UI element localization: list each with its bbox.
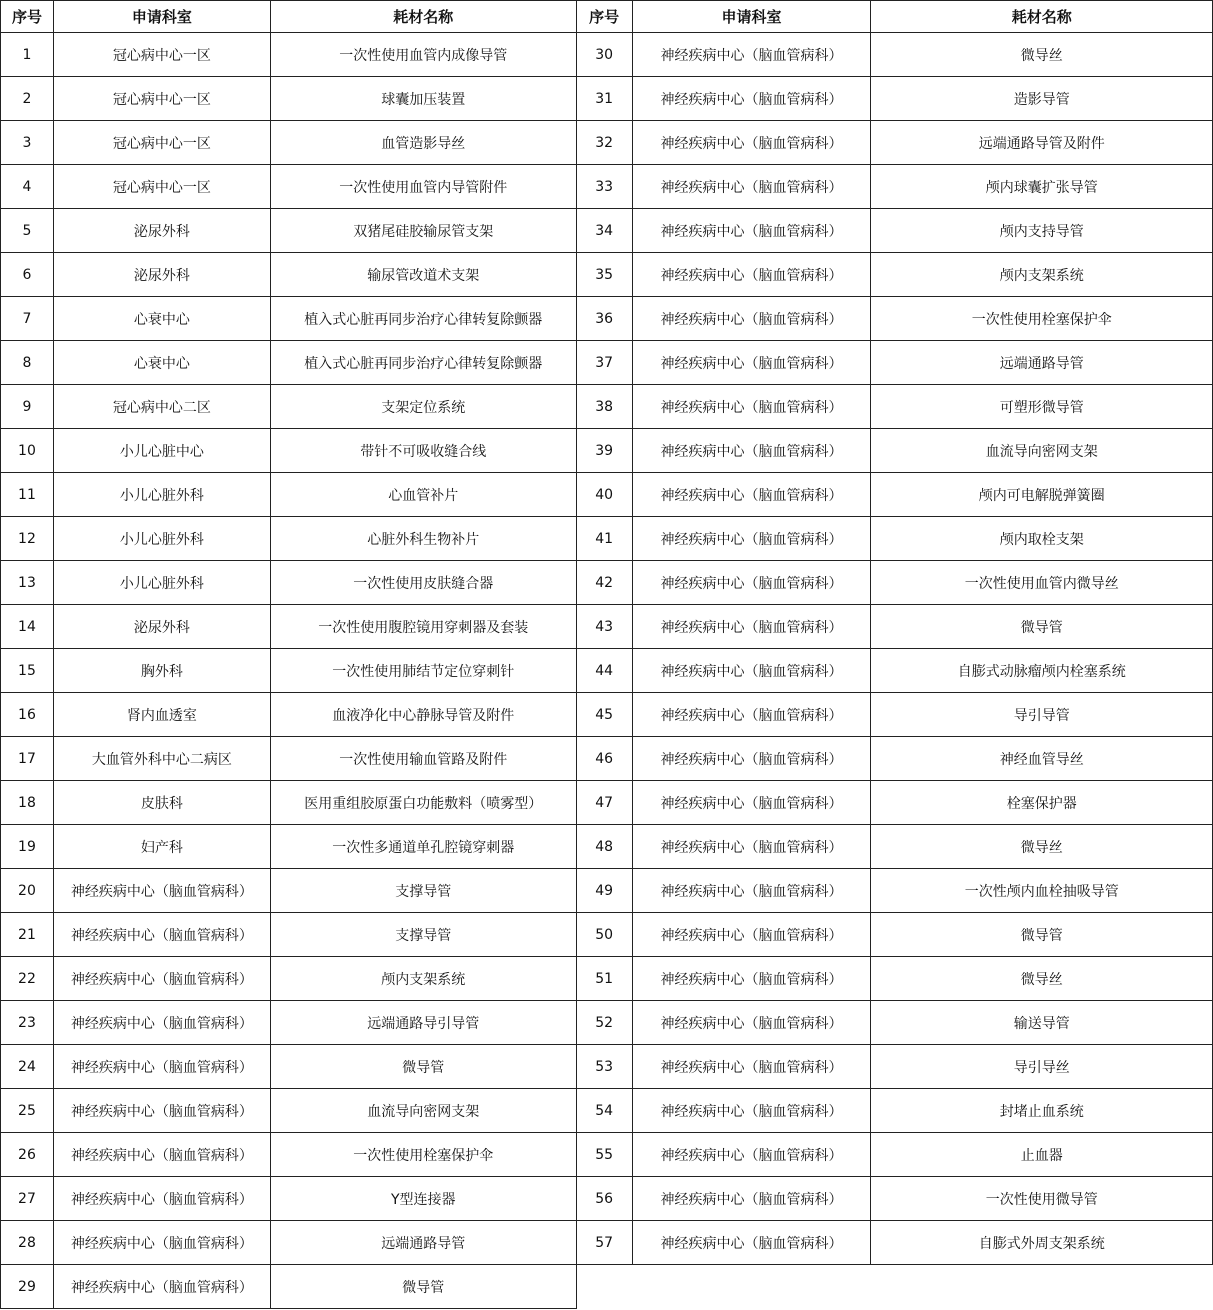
cell-no: 7 <box>1 297 54 341</box>
cell-dept: 神经疾病中心（脑血管病科） <box>632 781 871 825</box>
cell-dept: 神经疾病中心（脑血管病科） <box>632 913 871 957</box>
cell-no: 10 <box>1 429 54 473</box>
cell-dept: 神经疾病中心（脑血管病科） <box>632 297 871 341</box>
cell-no: 37 <box>576 341 632 385</box>
cell-dept: 神经疾病中心（脑血管病科） <box>632 473 871 517</box>
cell-no: 26 <box>1 1133 54 1177</box>
cell-item: 微导管 <box>871 913 1213 957</box>
cell-dept: 妇产科 <box>53 825 270 869</box>
empty-cell <box>871 1265 1213 1309</box>
table-row <box>1 1001 1213 1045</box>
cell-item: 植入式心脏再同步治疗心律转复除颤器 <box>270 297 576 341</box>
cell-dept: 皮肤科 <box>53 781 270 825</box>
cell-item: 血流导向密网支架 <box>270 1089 576 1133</box>
cell-dept: 小儿心脏外科 <box>53 473 270 517</box>
cell-item: 一次性多通道单孔腔镜穿刺器 <box>270 825 576 869</box>
cell-no: 13 <box>1 561 54 605</box>
cell-no: 33 <box>576 165 632 209</box>
cell-item: 一次性使用血管内成像导管 <box>270 33 576 77</box>
table-row <box>1 737 1213 781</box>
cell-item: 血液净化中心静脉导管及附件 <box>270 693 576 737</box>
cell-dept: 神经疾病中心（脑血管病科） <box>632 693 871 737</box>
cell-item: 颅内支持导管 <box>871 209 1213 253</box>
cell-item: 微导管 <box>270 1265 576 1309</box>
header-dept: 申请科室 <box>53 1 270 33</box>
cell-no: 14 <box>1 605 54 649</box>
cell-item: Y型连接器 <box>270 1177 576 1221</box>
table-row <box>1 913 1213 957</box>
cell-dept: 冠心病中心一区 <box>53 121 270 165</box>
cell-item: 一次性使用栓塞保护伞 <box>871 297 1213 341</box>
cell-item: 心血管补片 <box>270 473 576 517</box>
cell-item: 颅内取栓支架 <box>871 517 1213 561</box>
cell-item: 远端通路导管 <box>871 341 1213 385</box>
table-row <box>1 957 1213 1001</box>
cell-item: 神经血管导丝 <box>871 737 1213 781</box>
cell-dept: 神经疾病中心（脑血管病科） <box>53 1221 270 1265</box>
cell-item: 双猪尾硅胶输尿管支架 <box>270 209 576 253</box>
table-row <box>1 693 1213 737</box>
cell-dept: 神经疾病中心（脑血管病科） <box>632 517 871 561</box>
cell-no: 43 <box>576 605 632 649</box>
cell-no: 32 <box>576 121 632 165</box>
cell-item: 带针不可吸收缝合线 <box>270 429 576 473</box>
cell-dept: 冠心病中心二区 <box>53 385 270 429</box>
cell-dept: 神经疾病中心（脑血管病科） <box>632 429 871 473</box>
cell-item: 血管造影导丝 <box>270 121 576 165</box>
cell-item: 支撑导管 <box>270 913 576 957</box>
cell-no: 12 <box>1 517 54 561</box>
cell-item: 微导管 <box>270 1045 576 1089</box>
table-row <box>1 429 1213 473</box>
cell-no: 45 <box>576 693 632 737</box>
cell-dept: 神经疾病中心（脑血管病科） <box>632 77 871 121</box>
cell-no: 18 <box>1 781 54 825</box>
cell-dept: 神经疾病中心（脑血管病科） <box>632 561 871 605</box>
table-row <box>1 1221 1213 1265</box>
cell-no: 53 <box>576 1045 632 1089</box>
cell-no: 44 <box>576 649 632 693</box>
cell-no: 47 <box>576 781 632 825</box>
cell-dept: 神经疾病中心（脑血管病科） <box>53 869 270 913</box>
cell-dept: 神经疾病中心（脑血管病科） <box>632 605 871 649</box>
cell-no: 15 <box>1 649 54 693</box>
cell-item: 一次性使用微导管 <box>871 1177 1213 1221</box>
cell-no: 20 <box>1 869 54 913</box>
cell-item: 微导丝 <box>871 957 1213 1001</box>
cell-no: 27 <box>1 1177 54 1221</box>
cell-item: 一次性颅内血栓抽吸导管 <box>871 869 1213 913</box>
cell-no: 30 <box>576 33 632 77</box>
cell-item: 颅内支架系统 <box>270 957 576 1001</box>
cell-item: 自膨式外周支架系统 <box>871 1221 1213 1265</box>
cell-no: 39 <box>576 429 632 473</box>
cell-dept: 心衰中心 <box>53 341 270 385</box>
table-row <box>1 1045 1213 1089</box>
table-row <box>1 33 1213 77</box>
cell-no: 29 <box>1 1265 54 1309</box>
cell-dept: 神经疾病中心（脑血管病科） <box>632 121 871 165</box>
cell-no: 28 <box>1 1221 54 1265</box>
cell-item: 自膨式动脉瘤颅内栓塞系统 <box>871 649 1213 693</box>
cell-dept: 神经疾病中心（脑血管病科） <box>53 1177 270 1221</box>
cell-dept: 神经疾病中心（脑血管病科） <box>632 869 871 913</box>
cell-no: 38 <box>576 385 632 429</box>
cell-dept: 神经疾病中心（脑血管病科） <box>632 165 871 209</box>
cell-no: 19 <box>1 825 54 869</box>
cell-item: 心脏外科生物补片 <box>270 517 576 561</box>
cell-no: 54 <box>576 1089 632 1133</box>
cell-dept: 神经疾病中心（脑血管病科） <box>632 385 871 429</box>
cell-no: 4 <box>1 165 54 209</box>
cell-no: 48 <box>576 825 632 869</box>
cell-dept: 神经疾病中心（脑血管病科） <box>632 341 871 385</box>
empty-cell <box>632 1265 871 1309</box>
cell-dept: 神经疾病中心（脑血管病科） <box>632 825 871 869</box>
cell-item: 球囊加压装置 <box>270 77 576 121</box>
cell-no: 2 <box>1 77 54 121</box>
cell-item: 栓塞保护器 <box>871 781 1213 825</box>
cell-item: 可塑形微导管 <box>871 385 1213 429</box>
cell-no: 35 <box>576 253 632 297</box>
cell-dept: 神经疾病中心（脑血管病科） <box>53 1133 270 1177</box>
cell-dept: 冠心病中心一区 <box>53 77 270 121</box>
cell-item: 颅内可电解脱弹簧圈 <box>871 473 1213 517</box>
cell-dept: 神经疾病中心（脑血管病科） <box>53 957 270 1001</box>
table-row <box>1 517 1213 561</box>
cell-item: 支撑导管 <box>270 869 576 913</box>
cell-no: 5 <box>1 209 54 253</box>
cell-item: 止血器 <box>871 1133 1213 1177</box>
cell-dept: 小儿心脏中心 <box>53 429 270 473</box>
cell-dept: 泌尿外科 <box>53 605 270 649</box>
table-row <box>1 385 1213 429</box>
cell-dept: 神经疾病中心（脑血管病科） <box>53 1001 270 1045</box>
cell-dept: 神经疾病中心（脑血管病科） <box>632 649 871 693</box>
cell-dept: 神经疾病中心（脑血管病科） <box>632 1045 871 1089</box>
cell-dept: 神经疾病中心（脑血管病科） <box>632 33 871 77</box>
cell-no: 3 <box>1 121 54 165</box>
cell-no: 17 <box>1 737 54 781</box>
cell-no: 40 <box>576 473 632 517</box>
cell-item: 微导丝 <box>871 825 1213 869</box>
table-row <box>1 605 1213 649</box>
cell-item: 封堵止血系统 <box>871 1089 1213 1133</box>
header-row <box>1 1 1213 33</box>
cell-dept: 神经疾病中心（脑血管病科） <box>632 737 871 781</box>
cell-dept: 神经疾病中心（脑血管病科） <box>53 1089 270 1133</box>
header-dept: 申请科室 <box>632 1 871 33</box>
cell-item: 支架定位系统 <box>270 385 576 429</box>
cell-no: 52 <box>576 1001 632 1045</box>
table-row <box>1 253 1213 297</box>
table-body <box>1 33 1213 1309</box>
header-item: 耗材名称 <box>871 1 1213 33</box>
cell-dept: 肾内血透室 <box>53 693 270 737</box>
cell-item: 造影导管 <box>871 77 1213 121</box>
cell-item: 输送导管 <box>871 1001 1213 1045</box>
table-row <box>1 77 1213 121</box>
cell-item: 一次性使用栓塞保护伞 <box>270 1133 576 1177</box>
cell-item: 一次性使用腹腔镜用穿刺器及套装 <box>270 605 576 649</box>
cell-no: 51 <box>576 957 632 1001</box>
cell-no: 46 <box>576 737 632 781</box>
cell-no: 22 <box>1 957 54 1001</box>
table-row <box>1 1265 1213 1309</box>
cell-item: 输尿管改道术支架 <box>270 253 576 297</box>
table-row <box>1 1133 1213 1177</box>
cell-item: 远端通路导引导管 <box>270 1001 576 1045</box>
cell-no: 16 <box>1 693 54 737</box>
table-row <box>1 825 1213 869</box>
cell-no: 23 <box>1 1001 54 1045</box>
cell-item: 一次性使用输血管路及附件 <box>270 737 576 781</box>
cell-no: 8 <box>1 341 54 385</box>
cell-item: 一次性使用血管内导管附件 <box>270 165 576 209</box>
table-row <box>1 297 1213 341</box>
cell-dept: 冠心病中心一区 <box>53 165 270 209</box>
table-row <box>1 649 1213 693</box>
cell-no: 42 <box>576 561 632 605</box>
cell-no: 6 <box>1 253 54 297</box>
cell-dept: 神经疾病中心（脑血管病科） <box>632 1221 871 1265</box>
table-row <box>1 869 1213 913</box>
cell-no: 11 <box>1 473 54 517</box>
table-row <box>1 209 1213 253</box>
cell-dept: 小儿心脏外科 <box>53 561 270 605</box>
cell-dept: 神经疾病中心（脑血管病科） <box>53 913 270 957</box>
cell-dept: 神经疾病中心（脑血管病科） <box>632 253 871 297</box>
cell-no: 34 <box>576 209 632 253</box>
cell-no: 31 <box>576 77 632 121</box>
table-row <box>1 473 1213 517</box>
table-row <box>1 561 1213 605</box>
cell-dept: 神经疾病中心（脑血管病科） <box>632 1133 871 1177</box>
cell-dept: 神经疾病中心（脑血管病科） <box>632 957 871 1001</box>
cell-dept: 神经疾病中心（脑血管病科） <box>632 1089 871 1133</box>
cell-dept: 泌尿外科 <box>53 209 270 253</box>
header-item: 耗材名称 <box>270 1 576 33</box>
cell-dept: 小儿心脏外科 <box>53 517 270 561</box>
cell-no: 55 <box>576 1133 632 1177</box>
cell-item: 远端通路导管 <box>270 1221 576 1265</box>
cell-no: 56 <box>576 1177 632 1221</box>
cell-no: 25 <box>1 1089 54 1133</box>
cell-item: 微导丝 <box>871 33 1213 77</box>
cell-item: 植入式心脏再同步治疗心律转复除颤器 <box>270 341 576 385</box>
cell-no: 36 <box>576 297 632 341</box>
cell-dept: 心衰中心 <box>53 297 270 341</box>
empty-cell <box>576 1265 632 1309</box>
table-row <box>1 121 1213 165</box>
table-row <box>1 165 1213 209</box>
cell-dept: 泌尿外科 <box>53 253 270 297</box>
header-no: 序号 <box>576 1 632 33</box>
cell-dept: 神经疾病中心（脑血管病科） <box>53 1045 270 1089</box>
cell-dept: 神经疾病中心（脑血管病科） <box>53 1265 270 1309</box>
cell-no: 9 <box>1 385 54 429</box>
cell-no: 57 <box>576 1221 632 1265</box>
cell-no: 41 <box>576 517 632 561</box>
cell-item: 医用重组胶原蛋白功能敷料（喷雾型） <box>270 781 576 825</box>
cell-item: 导引导丝 <box>871 1045 1213 1089</box>
cell-item: 一次性使用肺结节定位穿刺针 <box>270 649 576 693</box>
cell-item: 一次性使用皮肤缝合器 <box>270 561 576 605</box>
cell-item: 导引导管 <box>871 693 1213 737</box>
table-row <box>1 1177 1213 1221</box>
cell-item: 血流导向密网支架 <box>871 429 1213 473</box>
cell-no: 49 <box>576 869 632 913</box>
cell-no: 21 <box>1 913 54 957</box>
cell-no: 1 <box>1 33 54 77</box>
header-no: 序号 <box>1 1 54 33</box>
cell-item: 颅内球囊扩张导管 <box>871 165 1213 209</box>
cell-dept: 胸外科 <box>53 649 270 693</box>
cell-no: 50 <box>576 913 632 957</box>
cell-item: 一次性使用血管内微导丝 <box>871 561 1213 605</box>
cell-item: 颅内支架系统 <box>871 253 1213 297</box>
cell-dept: 神经疾病中心（脑血管病科） <box>632 1001 871 1045</box>
cell-no: 24 <box>1 1045 54 1089</box>
table-row <box>1 341 1213 385</box>
cell-item: 微导管 <box>871 605 1213 649</box>
table-row <box>1 1089 1213 1133</box>
table-row <box>1 781 1213 825</box>
cell-item: 远端通路导管及附件 <box>871 121 1213 165</box>
cell-dept: 冠心病中心一区 <box>53 33 270 77</box>
cell-dept: 神经疾病中心（脑血管病科） <box>632 1177 871 1221</box>
cell-dept: 神经疾病中心（脑血管病科） <box>632 209 871 253</box>
cell-dept: 大血管外科中心二病区 <box>53 737 270 781</box>
